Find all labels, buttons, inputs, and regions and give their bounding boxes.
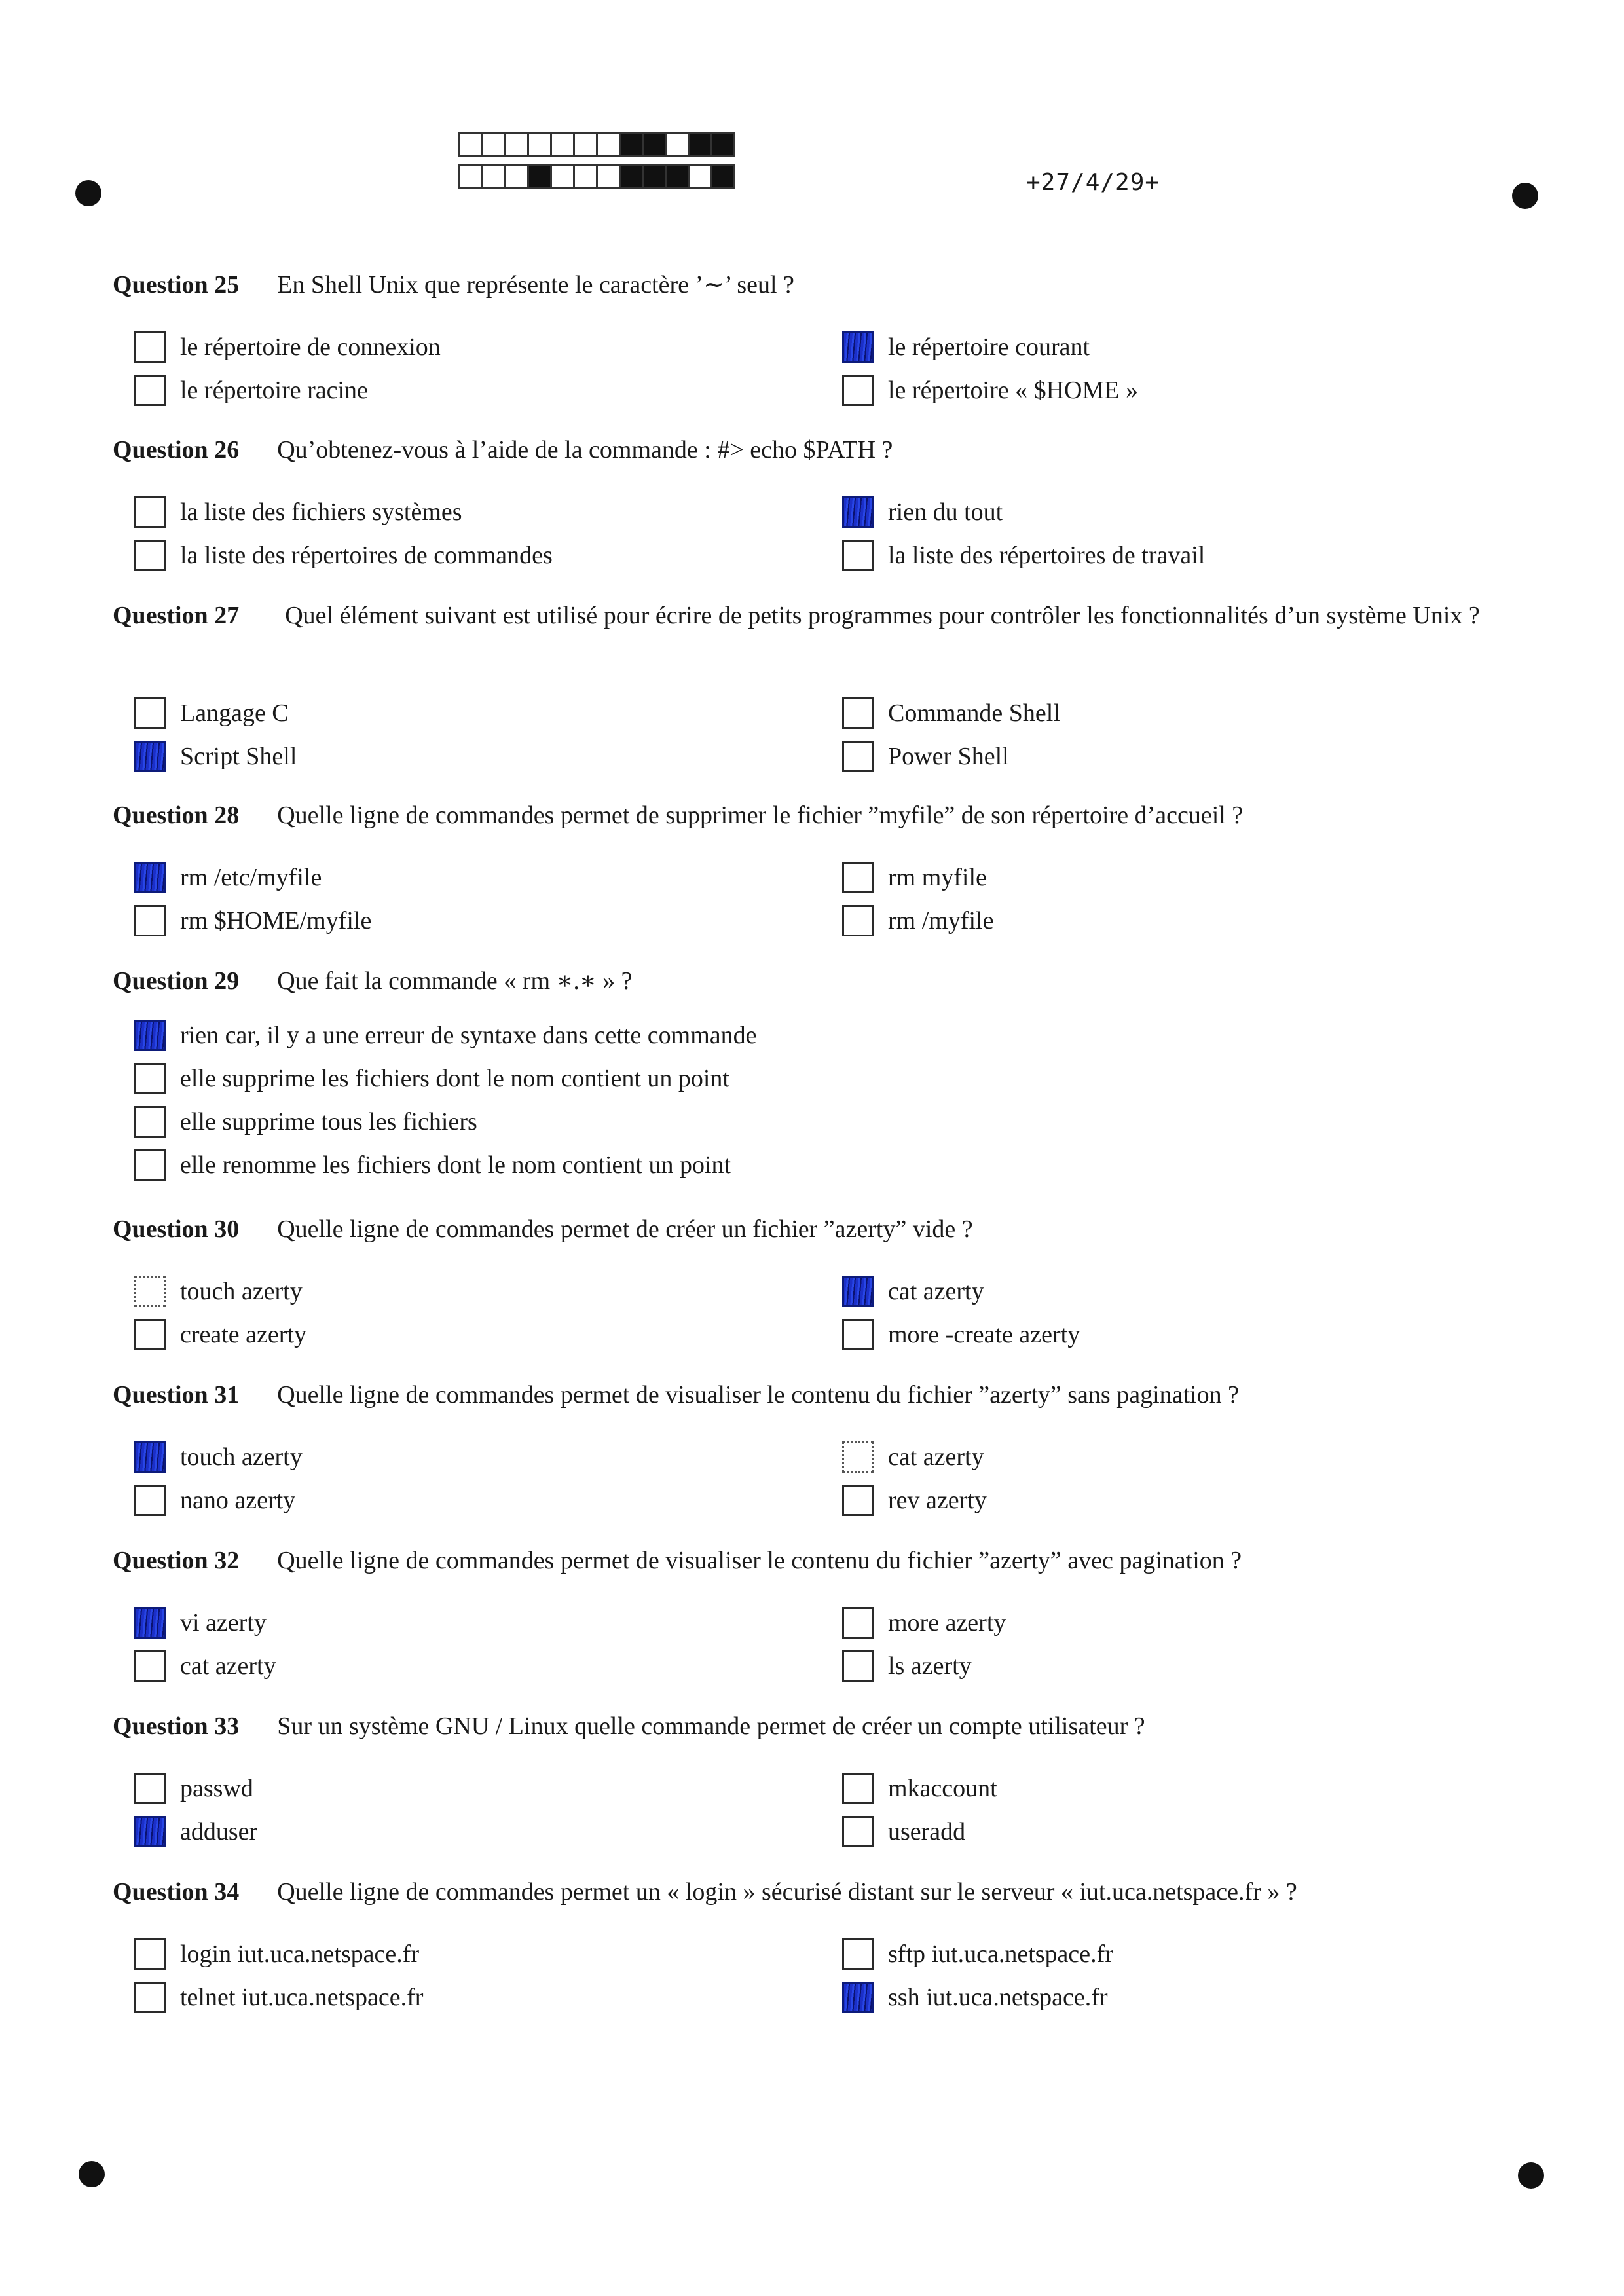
answer-label: le répertoire de connexion (180, 333, 441, 361)
answer-label: le répertoire racine (180, 377, 368, 404)
answer-checkbox[interactable] (842, 1276, 874, 1307)
answer-checkbox[interactable] (842, 496, 874, 528)
answer-checkbox[interactable] (134, 1106, 166, 1138)
answer-checkbox[interactable] (842, 1607, 874, 1639)
answer-label: rm myfile (888, 864, 987, 891)
answer-label: ls azerty (888, 1652, 972, 1680)
question-text: Quelle ligne de commandes permet de supprimer le fichier ”myfile” de son répertoire d’accueil ? (277, 802, 1244, 829)
answer-option[interactable] (842, 538, 1205, 572)
answer-label: mkaccount (888, 1775, 997, 1802)
answer-checkbox[interactable] (842, 331, 874, 363)
answer-checkbox[interactable] (134, 375, 166, 406)
answer-option[interactable] (134, 1062, 729, 1096)
answer-label: touch azerty (180, 1443, 303, 1471)
question-header (113, 599, 1506, 632)
question-number: Question 32 (113, 1547, 240, 1574)
id-grid-cell (504, 164, 529, 189)
answer-checkbox[interactable] (134, 1982, 166, 2013)
id-grid-cell (481, 164, 506, 189)
answer-option[interactable] (134, 495, 462, 529)
answer-label: elle supprime les fichiers dont le nom contient un point (180, 1065, 729, 1092)
answer-checkbox[interactable] (134, 1607, 166, 1639)
answer-checkbox[interactable] (842, 1485, 874, 1516)
id-grid-cell (458, 132, 483, 157)
answer-label: touch azerty (180, 1278, 303, 1305)
page-reference: +27/4/29+ (1026, 169, 1160, 196)
answer-option[interactable] (134, 1440, 303, 1474)
answer-label: adduser (180, 1818, 258, 1845)
question-text: Quelle ligne de commandes permet de visualiser le contenu du fichier ”azerty” avec pagination ? (277, 1547, 1242, 1574)
answer-option[interactable] (842, 739, 1009, 773)
answer-label: rien du tout (888, 498, 1003, 526)
answer-label: la liste des fichiers systèmes (180, 498, 462, 526)
answer-option[interactable] (842, 1606, 1006, 1640)
registration-mark-top-left (75, 180, 101, 206)
answer-option[interactable] (842, 1937, 1113, 1971)
question-text: Quelle ligne de commandes permet de visualiser le contenu du fichier ”azerty” sans pagination ? (277, 1381, 1239, 1409)
answer-label: elle renomme les fichiers dont le nom contient un point (180, 1151, 731, 1179)
question-header (113, 434, 1506, 466)
answer-label: le répertoire « $HOME » (888, 377, 1138, 404)
id-grid-cell (527, 132, 552, 157)
answer-checkbox[interactable] (134, 1149, 166, 1181)
answer-label: create azerty (180, 1321, 306, 1348)
answer-label: more -create azerty (888, 1321, 1080, 1348)
answer-option[interactable] (134, 1771, 253, 1805)
question-header (113, 1379, 1506, 1411)
answer-option[interactable] (842, 1771, 997, 1805)
answer-label: cat azerty (888, 1278, 984, 1305)
answer-label: Langage C (180, 699, 289, 727)
answer-label: vi azerty (180, 1609, 267, 1637)
question-header (113, 1544, 1506, 1577)
answer-option[interactable] (134, 1606, 267, 1640)
answer-checkbox[interactable] (134, 1063, 166, 1094)
answer-option[interactable] (134, 904, 371, 938)
answer-checkbox[interactable] (842, 741, 874, 772)
id-grid-cell (550, 164, 575, 189)
question-text: Qu’obtenez-vous à l’aide de la commande : #> echo $PATH ? (277, 436, 893, 464)
answer-label: rien car, il y a une erreur de syntaxe dans cette commande (180, 1022, 757, 1049)
answer-option[interactable] (134, 538, 553, 572)
answer-option[interactable] (842, 495, 1003, 529)
answer-option[interactable] (134, 696, 289, 730)
question-text: Sur un système GNU / Linux quelle commande permet de créer un compte utilisateur ? (277, 1713, 1145, 1740)
answer-label: Script Shell (180, 743, 297, 770)
answer-option[interactable] (134, 861, 322, 895)
answer-option[interactable] (134, 1649, 276, 1683)
answer-option[interactable] (842, 861, 987, 895)
answer-checkbox[interactable] (842, 375, 874, 406)
answer-label: le répertoire courant (888, 333, 1090, 361)
id-grid-cell (710, 132, 735, 157)
question-header (113, 1876, 1506, 1908)
question-text: Quelle ligne de commandes permet un « login » sécurisé distant sur le serveur « iut.uca.netspace.fr » ? (277, 1878, 1297, 1906)
id-grid-row-2 (458, 164, 733, 189)
answer-option[interactable] (134, 1018, 757, 1052)
answer-label: rm /etc/myfile (180, 864, 322, 891)
answer-checkbox[interactable] (134, 540, 166, 571)
question-header (113, 268, 1506, 301)
id-grid-cell (665, 164, 690, 189)
id-grid-row-1 (458, 132, 733, 157)
answer-checkbox[interactable] (842, 540, 874, 571)
id-grid-cell (710, 164, 735, 189)
answer-option[interactable] (134, 1815, 257, 1849)
answer-label: useradd (888, 1818, 966, 1845)
answer-option[interactable] (842, 1649, 972, 1683)
question-number: Question 27 (113, 602, 240, 629)
answer-checkbox[interactable] (842, 1982, 874, 2013)
answer-checkbox[interactable] (134, 496, 166, 528)
answer-label: telnet iut.uca.netspace.fr (180, 1984, 424, 2011)
id-grid-cell (619, 164, 644, 189)
question-header (113, 1213, 1506, 1246)
answer-label: la liste des répertoires de travail (888, 542, 1206, 569)
answer-checkbox[interactable] (842, 697, 874, 729)
question-text: En Shell Unix que représente le caractère ’∼’ seul ? (277, 271, 794, 299)
answer-checkbox[interactable] (134, 905, 166, 936)
question-text: Quelle ligne de commandes permet de créer un fichier ”azerty” vide ? (277, 1215, 973, 1243)
id-grid-cell (527, 164, 552, 189)
registration-mark-bottom-left (79, 2161, 105, 2187)
id-grid-cell (504, 132, 529, 157)
id-grid-cell (619, 132, 644, 157)
answer-checkbox[interactable] (842, 1319, 874, 1350)
id-grid-cell (573, 132, 598, 157)
answer-label: rev azerty (888, 1487, 987, 1514)
answer-option[interactable] (842, 1274, 984, 1308)
answer-option[interactable] (134, 330, 441, 364)
answer-option[interactable] (134, 1318, 306, 1352)
answer-label: cat azerty (888, 1443, 984, 1471)
answer-option[interactable] (842, 1440, 984, 1474)
answer-checkbox[interactable] (134, 1276, 166, 1307)
answer-checkbox[interactable] (842, 1816, 874, 1847)
registration-mark-bottom-right (1518, 2162, 1544, 2189)
question-number: Question 33 (113, 1713, 240, 1740)
question-number: Question 31 (113, 1381, 240, 1409)
answer-option[interactable] (842, 904, 993, 938)
id-grid-cell (688, 164, 712, 189)
question-header (113, 799, 1506, 832)
answer-checkbox[interactable] (134, 1773, 166, 1804)
answer-option[interactable] (842, 373, 1138, 407)
question-text: Que fait la commande « rm ∗.∗ » ? (277, 967, 633, 995)
answer-option[interactable] (134, 1980, 423, 2014)
question-number: Question 30 (113, 1215, 240, 1243)
answer-label: la liste des répertoires de commandes (180, 542, 553, 569)
answer-option[interactable] (842, 1483, 987, 1517)
answer-checkbox[interactable] (134, 1816, 166, 1847)
answer-option[interactable] (134, 739, 297, 773)
answer-checkbox[interactable] (842, 1773, 874, 1804)
answer-option[interactable] (842, 1318, 1080, 1352)
id-grid-cell (596, 164, 621, 189)
question-number: Question 26 (113, 436, 240, 464)
answer-label: elle supprime tous les fichiers (180, 1108, 477, 1136)
answer-checkbox[interactable] (842, 1938, 874, 1970)
id-grid-cell (481, 132, 506, 157)
answer-option[interactable] (842, 330, 1090, 364)
answer-label: passwd (180, 1775, 253, 1802)
answer-label: rm /myfile (888, 907, 994, 935)
answer-label: nano azerty (180, 1487, 296, 1514)
answer-label: ssh iut.uca.netspace.fr (888, 1984, 1108, 2011)
answer-checkbox[interactable] (134, 1650, 166, 1682)
answer-checkbox[interactable] (134, 1020, 166, 1051)
answer-label: rm $HOME/myfile (180, 907, 372, 935)
answer-checkbox[interactable] (842, 1650, 874, 1682)
id-grid-cell (550, 132, 575, 157)
answer-option[interactable] (134, 1483, 295, 1517)
answer-checkbox[interactable] (134, 697, 166, 729)
answer-checkbox[interactable] (134, 1938, 166, 1970)
id-grid-cell (573, 164, 598, 189)
answer-checkbox[interactable] (134, 1441, 166, 1473)
answer-option[interactable] (134, 1937, 419, 1971)
answer-label: sftp iut.uca.netspace.fr (888, 1940, 1113, 1968)
answer-label: Commande Shell (888, 699, 1060, 727)
id-grid-cell (642, 132, 667, 157)
answer-option[interactable] (134, 1274, 303, 1308)
answer-label: cat azerty (180, 1652, 276, 1680)
answer-checkbox[interactable] (842, 862, 874, 893)
id-grid-cell (665, 132, 690, 157)
answer-checkbox[interactable] (134, 862, 166, 893)
answer-checkbox[interactable] (134, 741, 166, 772)
answer-checkbox[interactable] (134, 1319, 166, 1350)
question-number: Question 29 (113, 967, 240, 995)
answer-checkbox[interactable] (134, 1485, 166, 1516)
id-grid-cell (688, 132, 712, 157)
answer-option[interactable] (134, 1105, 477, 1139)
registration-mark-top-right (1512, 183, 1538, 209)
answer-label: more azerty (888, 1609, 1006, 1637)
question-header (113, 1710, 1506, 1743)
answer-label: Power Shell (888, 743, 1009, 770)
answer-option[interactable] (134, 373, 368, 407)
answer-option[interactable] (842, 696, 1060, 730)
question-number: Question 28 (113, 802, 240, 829)
id-grid-cell (458, 164, 483, 189)
id-grid-cell (596, 132, 621, 157)
answer-option[interactable] (134, 1148, 731, 1182)
answer-option[interactable] (842, 1815, 965, 1849)
question-number: Question 25 (113, 271, 240, 299)
question-header (113, 965, 1506, 997)
answer-option[interactable] (842, 1980, 1108, 2014)
answer-checkbox[interactable] (842, 1441, 874, 1473)
id-grid-cell (642, 164, 667, 189)
question-text: Quel élément suivant est utilisé pour écrire de petits programmes pour contrôler les fonctionnalités d’un système Unix ? (285, 602, 1480, 629)
answer-checkbox[interactable] (842, 905, 874, 936)
answer-checkbox[interactable] (134, 331, 166, 363)
answer-label: login iut.uca.netspace.fr (180, 1940, 420, 1968)
question-number: Question 34 (113, 1878, 240, 1906)
